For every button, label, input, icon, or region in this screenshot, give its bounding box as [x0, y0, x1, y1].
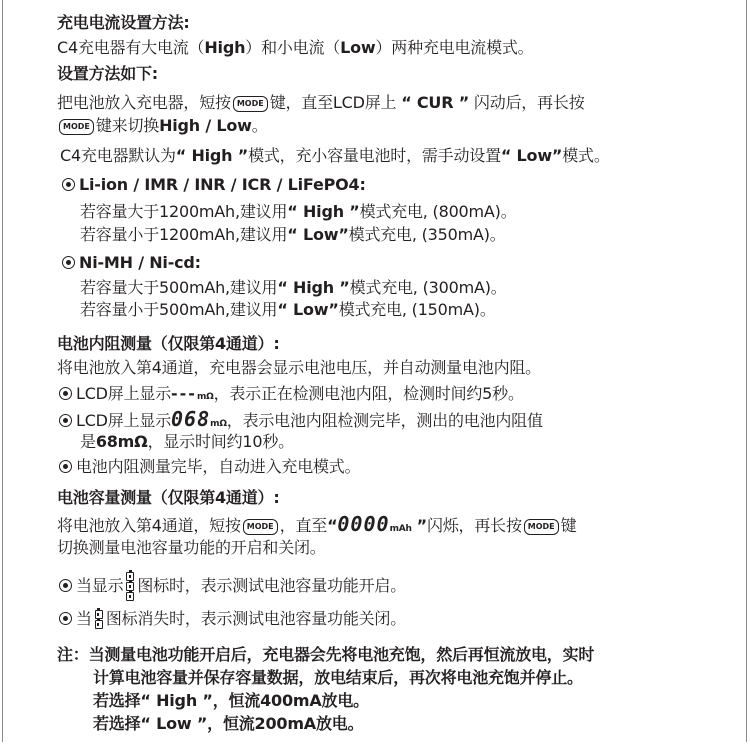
li-ion-high: 若容量大于1200mAh,建议用“ High ”模式充电, (800mA)。 [80, 202, 517, 221]
li-ion-low: 若容量小于1200mAh,建议用“ Low”模式充电, (350mA)。 [80, 225, 506, 244]
bullet-icon [59, 460, 72, 473]
resistance-intro: 将电池放入第4通道，充电器会显示电池电压，并自动测量电池内阻。 [57, 358, 541, 377]
battery-icon [95, 610, 103, 629]
resistance-complete: LCD屏上显示068mΩ，表示电池内阻检测完毕，测出的电池内阻值 [59, 408, 543, 435]
capacity-off: 当 图标消失时，表示测试电池容量功能关闭。 [59, 608, 406, 630]
lcd-capacity-reading: 0000 [337, 512, 390, 536]
resistance-done: 电池内阻测量完毕，自动进入充电模式。 [59, 456, 360, 478]
instruction-line-2: MODE 键来切换High / Low。 [57, 115, 268, 137]
bullet-icon [59, 579, 72, 592]
nimh-low: 若容量小于500mAh,建议用“ Low”模式充电, (150mA)。 [80, 300, 496, 319]
capacity-instruction: 将电池放入第4通道，短按 MODE ，直至“0000mAh ”闪烁，再长按 MODE 键 [57, 512, 577, 536]
bullet-icon [59, 414, 72, 427]
intro-modes: C4充电器有大电流（High）和小电流（Low）两种充电电流模式。 [57, 38, 534, 57]
heading-capacity: 电池容量测量（仅限第4通道）: [57, 488, 280, 507]
instruction-line-1: 把电池放入充电器，短按 MODE 键，直至LCD屏上 “ CUR ” 闪动后，再长按 [57, 93, 585, 112]
battery-icon [126, 572, 134, 601]
lcd-resistance-reading: 068 [171, 407, 211, 431]
note-line-2: 计算电池容量并保存容量数据，放电结束后，再次将电池充饱并停止。 [93, 668, 583, 687]
bullet-icon [62, 178, 75, 191]
heading-resistance: 电池内阻测量（仅限第4通道）: [57, 334, 280, 353]
bullet-icon [59, 387, 72, 400]
mode-button-icon: MODE [233, 96, 268, 112]
nimh-high: 若容量大于500mAh,建议用“ High ”模式充电, (300mA)。 [80, 278, 507, 297]
bullet-icon [59, 612, 72, 625]
default-mode-note: C4充电器默认为“ High ”模式，充小容量电池时，需手动设置“ Low”模式。 [60, 146, 610, 165]
nimh-heading: Ni-MH / Ni-cd: [62, 252, 201, 274]
li-ion-heading: Li-ion / IMR / INR / ICR / LiFePO4: [62, 174, 366, 196]
resistance-measuring: LCD屏上显示---mΩ，表示正在检测电池内阻，检测时间约5秒。 [59, 383, 524, 408]
mode-button-icon: MODE [59, 119, 94, 135]
capacity-on: 当显示 图标时，表示测试电池容量功能开启。 [59, 572, 406, 601]
bullet-icon [62, 256, 75, 269]
capacity-toggle: 切换测量电池容量功能的开启和关闭。 [57, 538, 326, 557]
note-line-3: 若选择“ High ”，恒流400mA放电。 [93, 691, 369, 710]
resistance-value: 是68mΩ，显示时间约10秒。 [80, 432, 294, 451]
heading-current-setting: 充电电流设置方法: [57, 13, 190, 32]
note-line-1: 注：当测量电池功能开启后，充电器会先将电池充饱，然后再恒流放电，实时 [57, 645, 595, 664]
heading-method: 设置方法如下: [57, 64, 158, 83]
mode-button-icon: MODE [524, 519, 559, 535]
mode-button-icon: MODE [243, 519, 278, 535]
note-line-4: 若选择“ Low ”，恒流200mA放电。 [93, 714, 364, 733]
